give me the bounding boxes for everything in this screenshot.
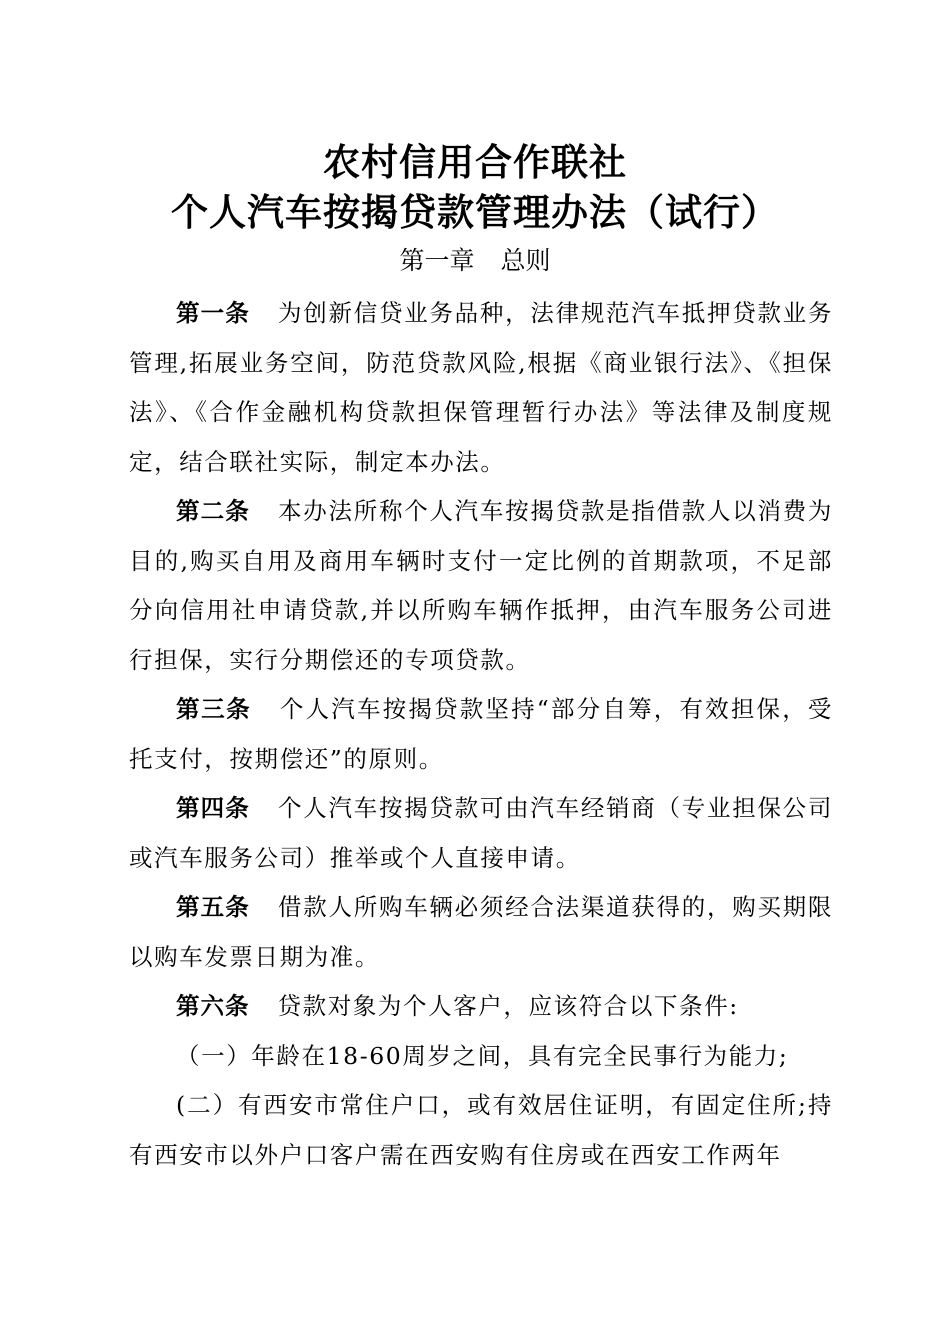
list-item: (二）有西安市常住户口，或有效居住证明，有固定住所;持有西安市以外户口客户需在西安购有住房或在西安工作两年 (129, 1091, 833, 1169)
article-6 (129, 982, 833, 1032)
article-text: 为创新信贷业务品种，法律规范汽车抵押贷款业务管理,拓展业务空间，防范贷款风险,根据《商业银行法》、《担保法》、《合作金融机构贷款担保管理暂行办法》等法律及制度规定，结合联社实际，制定本办法。 (129, 299, 834, 476)
article-label: 第三条 (176, 695, 252, 723)
list-item: （一）年龄在18-60周岁之间，具有完全民事行为能力; (176, 1041, 789, 1070)
article-label: 第一条 (176, 299, 250, 327)
chapter-heading (0, 243, 950, 279)
article-2 (129, 487, 833, 685)
article-1 (129, 289, 833, 487)
chapter-name: 总则 (500, 246, 551, 275)
article-3 (129, 685, 833, 784)
article-label: 第二条 (176, 497, 250, 525)
article-label: 第五条 (176, 893, 250, 921)
chapter-number: 第一章 (399, 246, 475, 275)
document-body (129, 289, 833, 1180)
article-text: 个人汽车按揭贷款坚持“部分自筹，有效担保，受托支付，按期偿还”的原则。 (129, 695, 834, 773)
article-text: 贷款对象为个人客户，应该符合以下条件: (277, 992, 739, 1020)
article-text: 借款人所购车辆必须经合法渠道获得的，购买期限以购车发票日期为准。 (129, 893, 834, 971)
article-5 (129, 883, 833, 982)
article-4 (129, 784, 833, 883)
article-label: 第四条 (176, 794, 250, 822)
document-title-line1: 农村信用合作联社 (323, 141, 627, 184)
article-text: 个人汽车按揭贷款可由汽车经销商（专业担保公司或汽车服务公司）推举或个人直接申请。 (129, 794, 834, 872)
article-label: 第六条 (176, 992, 250, 1020)
document-title-line2: 个人汽车按揭贷款管理办法（试行） (171, 191, 779, 234)
article-text: 本办法所称个人汽车按揭贷款是指借款人以消费为目的,购买自用及商用车辆时支付一定比例的首期款项，不足部分向信用社申请贷款,并以所购车辆作抵押，由汽车服务公司进行担保，实行分期偿还的专项贷款。 (129, 497, 834, 674)
